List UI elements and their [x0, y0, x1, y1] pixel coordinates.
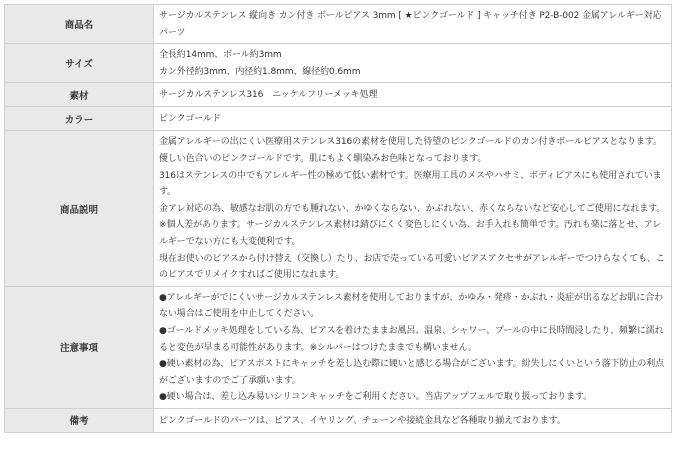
value-material — [154, 83, 672, 107]
value-description — [154, 131, 672, 286]
row-product-name — [5, 5, 672, 44]
size-line-1: 全長約14mm、ボール約3mm — [159, 50, 282, 61]
remarks-text: ピンクゴールドのパーツは、ピアス、イヤリング、チェーンや接続金具など各種取り揃えております。 — [159, 415, 566, 426]
value-precautions — [154, 286, 672, 408]
row-precautions — [5, 286, 672, 408]
row-size — [5, 44, 672, 83]
label-precautions: 注意事項 — [5, 286, 154, 408]
value-product-name — [154, 5, 672, 44]
label-description: 商品説明 — [5, 131, 154, 286]
row-description — [5, 131, 672, 286]
description-paragraph-3: 金アレ対応の為、敏感なお肌の方でも腫れない、かゆくならない、かぶれない、赤くならないなど安心してご使用になれます。※個人差があります。サージカルステンレス素材は錆びにくく変色しにくい為、お手入れも簡単です。汚れも楽に落とせ、アレルギーでない方にも大変便利です。 — [159, 203, 666, 247]
description-paragraph-1: 金属アレルギーの出にくい医療用ステンレス316の素材を使用した待望のピンクゴールドのカン付きボールピアスとなります。優しい色合いのピンクゴールドです。肌にもよく馴染みお色味となっております。 — [159, 137, 662, 164]
value-color — [154, 107, 672, 131]
size-line-2: カン外径約3mm、内径約1.8mm、線径約0.6mm — [159, 66, 361, 77]
value-size — [154, 44, 672, 83]
label-color: カラー — [5, 107, 154, 131]
label-remarks: 備考 — [5, 408, 154, 432]
row-material — [5, 83, 672, 107]
label-material: 素材 — [5, 83, 154, 107]
row-remarks — [5, 408, 672, 432]
label-size: サイズ — [5, 44, 154, 83]
description-paragraph-2: 316はステンレスの中でもアレルギー性の極めて低い素材です。医療用工具のメスやハサミ、ボディピアスにも使用されています。 — [159, 170, 662, 198]
row-color — [5, 107, 672, 131]
precaution-item-2: ●ゴールドメッキ処理をしている為、ピアスを着けたままお風呂、温泉、シャワー、プールの中に長時間浸したり、頻繁に濡れると変色が早まる可能性があります。※シルバーはつけたままでも構いません。 — [159, 325, 664, 353]
label-product-name: 商品名 — [5, 5, 154, 44]
precaution-item-1: ●アレルギーがでにくいサージカルステンレス素材を使用しておりますが、かゆみ・発疹・かぶれ・炎症が出るなどお肌に合わない場合はご使用を中止してください。 — [159, 292, 663, 320]
material-text: サージカルステンレス316 ニッケルフリーメッキ処理 — [159, 90, 378, 101]
value-remarks — [154, 408, 672, 432]
product-name-text: サージカルステンレス 縦向き カン付き ボールピアス 3mm [ ★ピンクゴールド ] キャッチ付き P2-B-002 金属アレルギー対応 パーツ — [159, 11, 662, 38]
precaution-item-4: ●硬い場合は、差し込み易いシリコンキャッチをご利用ください。当店アップフェルで取り扱っております。 — [159, 392, 592, 403]
precaution-item-3: ●硬い素材の為、ピアスポストにキャッチを差し込む際に硬いと感じる場合がございます。紛失しにくいという落下防止の利点がございますのでご了承願います。 — [159, 359, 665, 386]
color-text: ピンクゴールド — [159, 114, 221, 125]
product-spec-table — [4, 4, 672, 433]
description-paragraph-4: 現在お使いのピアスから付け替え（交換し）たり、お店で売っている可愛いピアスアクセサがアレルギーでつけらなくても、このピアスでリメイクすればご使用になれます。 — [159, 253, 665, 281]
product-spec-table-wrapper — [4, 4, 672, 433]
